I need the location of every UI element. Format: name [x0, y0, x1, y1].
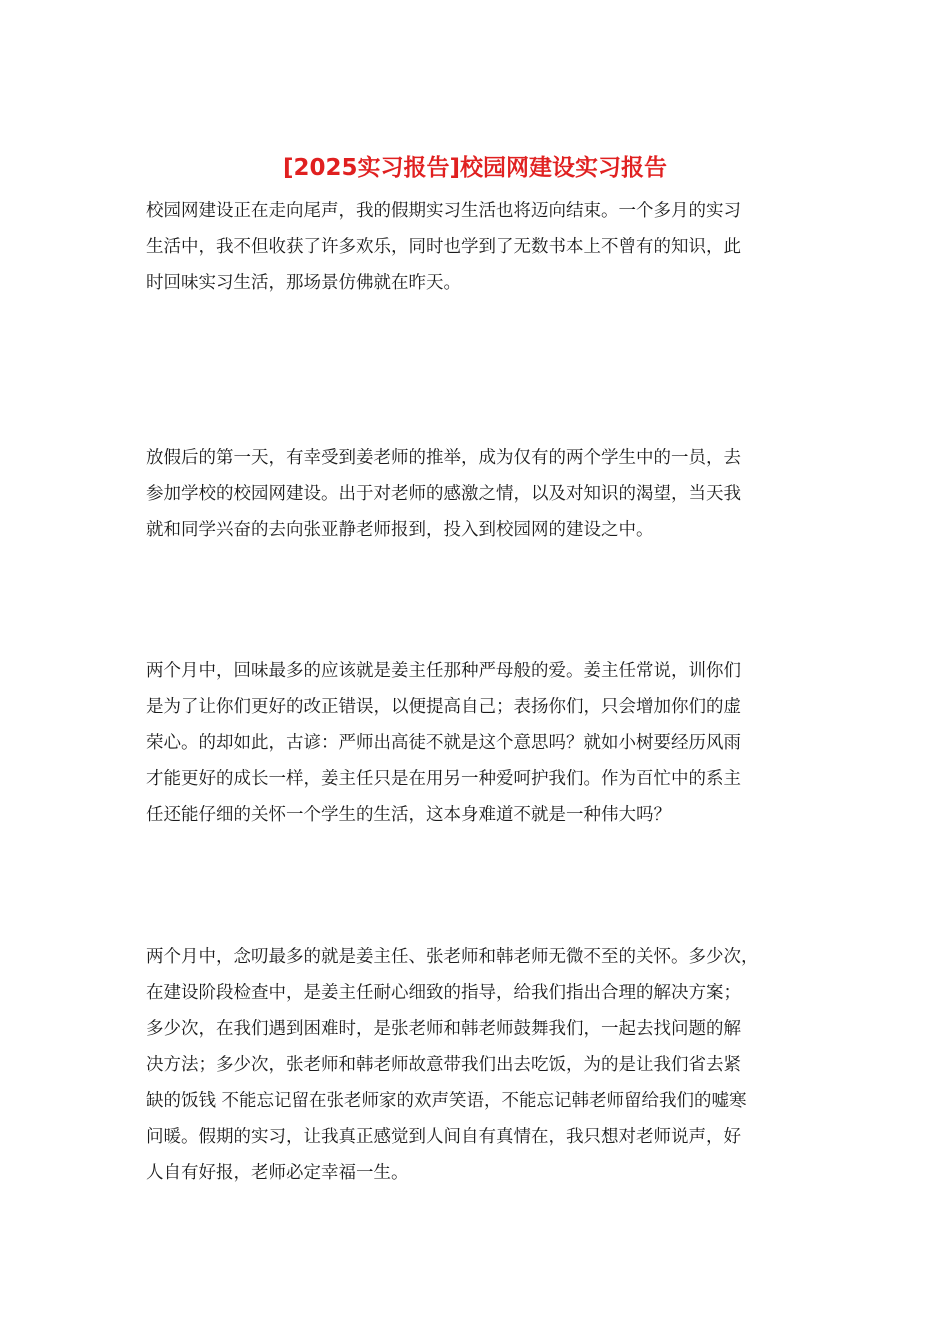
paragraph-line: 两个月中，念叨最多的就是姜主任、张老师和韩老师无微不至的关怀。多少次， — [146, 947, 759, 967]
paragraph-line: 就和同学兴奋的去向张亚静老师报到，投入到校园网的建设之中。 — [146, 520, 654, 540]
paragraph-line: 是为了让你们更好的改正错误，以便提高自己；表扬你们，只会增加你们的虚 — [146, 697, 741, 717]
paragraph-line: 缺的饭钱 不能忘记留在张老师家的欢声笑语，不能忘记韩老师留给我们的嘘寒 — [146, 1091, 747, 1111]
document-title: [2025实习报告]校园网建设实习报告 — [282, 155, 668, 181]
paragraph-line: 参加学校的校园网建设。出于对老师的感激之情，以及对知识的渴望，当天我 — [146, 484, 741, 504]
paragraph-line: 多少次，在我们遇到困难时，是张老师和韩老师鼓舞我们，一起去找问题的解 — [146, 1019, 741, 1039]
paragraph-line: 两个月中，回味最多的应该就是姜主任那种严母般的爱。姜主任常说，训你们 — [146, 661, 741, 681]
paragraph-line: 任还能仔细的关怀一个学生的生活，这本身难道不就是一种伟大吗？ — [146, 805, 671, 825]
paragraph-line: 时回味实习生活，那场景仿佛就在昨天。 — [146, 273, 461, 293]
paragraph-line: 放假后的第一天，有幸受到姜老师的推举，成为仅有的两个学生中的一员，去 — [146, 448, 741, 468]
paragraph-line: 生活中，我不但收获了许多欢乐，同时也学到了无数书本上不曾有的知识，此 — [146, 237, 741, 257]
paragraph-line: 荣心。的却如此，古谚：严师出高徒不就是这个意思吗？就如小树要经历风雨 — [146, 733, 741, 753]
paragraph-line: 在建设阶段检查中，是姜主任耐心细致的指导，给我们指出合理的解决方案； — [146, 983, 741, 1003]
paragraph-line: 问暖。假期的实习，让我真正感觉到人间自有真情在，我只想对老师说声，好 — [146, 1127, 741, 1147]
paragraph-line: 校园网建设正在走向尾声，我的假期实习生活也将迈向结束。一个多月的实习 — [146, 201, 741, 221]
paragraph-line: 决方法；多少次，张老师和韩老师故意带我们出去吃饭，为的是让我们省去紧 — [146, 1055, 741, 1075]
paragraph-line: 才能更好的成长一样，姜主任只是在用另一种爱呵护我们。作为百忙中的系主 — [146, 769, 741, 789]
paragraph-line: 人自有好报，老师必定幸福一生。 — [146, 1163, 409, 1183]
